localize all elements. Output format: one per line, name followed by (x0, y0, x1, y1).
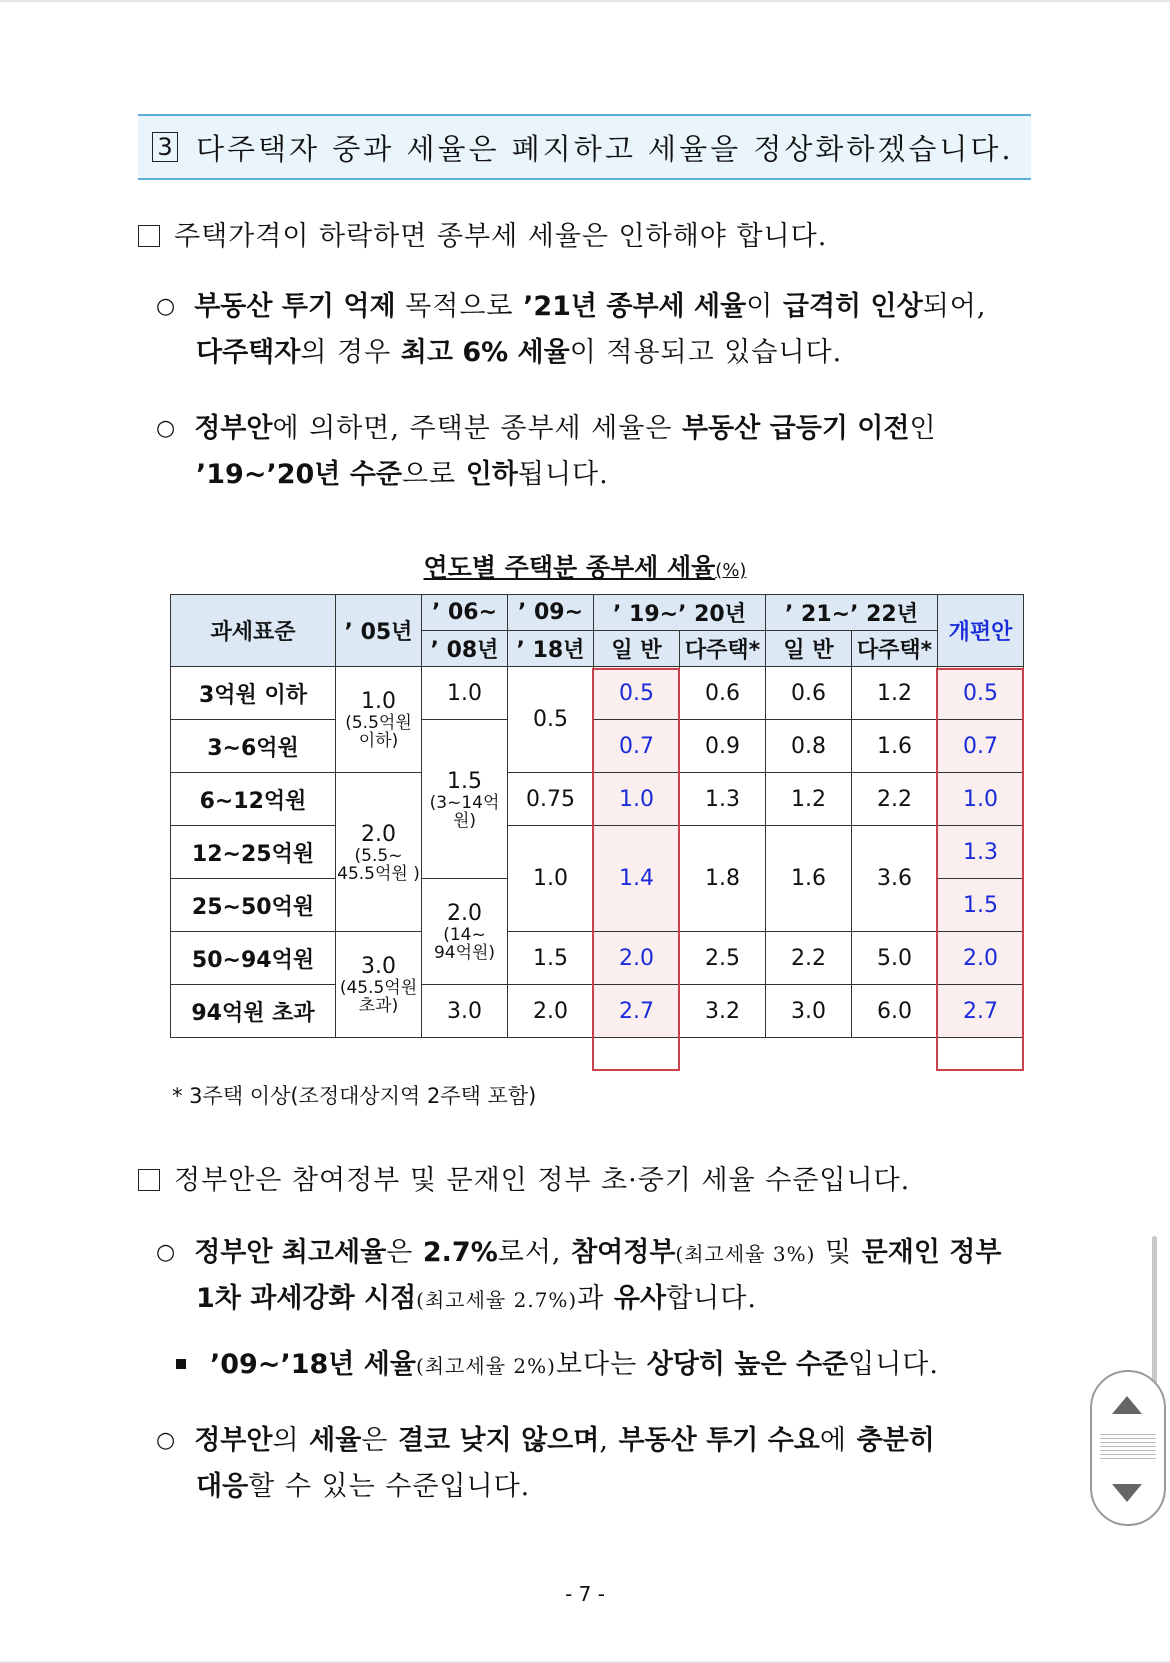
merged-2006-c: 2.0 (14~ 94억원) (422, 879, 508, 985)
square-bullet-icon (176, 1359, 186, 1369)
table-footnote: * 3주택 이상(조정대상지역 2주택 포함) (172, 1084, 537, 1108)
section-title: 다주택자 중과 세율은 폐지하고 세율을 정상화하겠습니다. (196, 131, 1014, 166)
section-header (138, 114, 1031, 180)
paragraph-5-line-2: 대응할 수 있는 수준입니다. (196, 1471, 531, 1502)
header-2009-bottom: ’ 18년 (508, 631, 594, 667)
circle-bullet-icon: ○ (156, 1240, 177, 1265)
paragraph-3-line-2: 1차 과세강화 시점(최고세율 2.7%)과 유사합니다. (196, 1283, 757, 1314)
heading-2: 정부안은 참여정부 및 문재인 정부 초·중기 세율 수준입니다. (138, 1158, 910, 1197)
header-2019-normal: 일 반 (594, 631, 680, 667)
table-row: 50~94억원 3.0 (45.5억원 초과) 1.5 2.0 2.5 2.2 5.0 2.0 (171, 932, 1024, 985)
paragraph-1-line-1: ○ 부동산 투기 억제 목적으로 ’21년 종부세 세율이 급격히 인상되어, (156, 291, 987, 322)
checkbox-square-icon (138, 1169, 160, 1191)
table-row: 3억원 이하 1.0 (5.5억원 이하) 1.0 0.5 0.5 0.6 0.6 1.2 0.5 (171, 667, 1024, 720)
paragraph-2-line-2: ’19~’20년 수준으로 인하됩니다. (196, 459, 609, 490)
header-2005: ’ 05년 (336, 595, 422, 667)
table-title: 연도별 주택분 종부세 세율(%) (423, 553, 747, 582)
paragraph-3-line-1: ○ 정부안 최고세율은 2.7%로서, 참여정부(최고세율 3%) 및 문재인 정부 (156, 1237, 1002, 1268)
scroll-up-arrow-icon[interactable] (1112, 1396, 1142, 1414)
circle-bullet-icon: ○ (156, 1428, 177, 1453)
scrollbar-thumb[interactable] (1152, 1236, 1157, 1386)
table-row: 3~6억원 1.5 (3~14억원) 0.7 0.9 0.8 1.6 0.7 (171, 720, 1024, 773)
table-row: 94억원 초과 3.0 2.0 2.7 3.2 3.0 6.0 2.7 (171, 985, 1024, 1038)
merged-2005-a: 1.0 (5.5억원 이하) (336, 667, 422, 773)
header-2019-2020: ’ 19~’ 20년 (594, 595, 766, 631)
header-2021-normal: 일 반 (766, 631, 852, 667)
top-border (0, 0, 1170, 2)
paragraph-1-line-2: 다주택자의 경우 최고 6% 세율이 적용되고 있습니다. (196, 337, 843, 368)
paragraph-5-line-1: ○ 정부안의 세율은 결코 낮지 않으며, 부동산 투기 수요에 충분히 (156, 1425, 935, 1456)
page-number: - 7 - (565, 1582, 605, 1606)
header-reform: 개편안 (938, 595, 1024, 667)
merged-2005-b: 2.0 (5.5~ 45.5억원 ) (336, 773, 422, 932)
header-2009-top: ’ 09~ (508, 595, 594, 631)
circle-bullet-icon: ○ (156, 416, 177, 441)
scroll-control[interactable] (1090, 1370, 1166, 1526)
table-row: 6~12억원 2.0 (5.5~ 45.5억원 ) 0.75 1.0 1.3 1.2 2.2 1.0 (171, 773, 1024, 826)
scroll-down-arrow-icon[interactable] (1112, 1484, 1142, 1502)
paragraph-4: ’09~’18년 세율(최고세율 2%)보다는 상당히 높은 수준입니다. (176, 1342, 939, 1381)
table-row: 12~25억원 1.0 1.4 1.8 1.6 3.6 1.3 (171, 826, 1024, 879)
header-2021-2022: ’ 21~’ 22년 (766, 595, 938, 631)
merged-2005-c: 3.0 (45.5억원 초과) (336, 932, 422, 1038)
merged-2006-b: 1.5 (3~14억원) (422, 720, 508, 879)
header-2021-multi: 다주택* (852, 631, 938, 667)
header-2019-multi: 다주택* (680, 631, 766, 667)
header-2006-bottom: ’ 08년 (422, 631, 508, 667)
checkbox-square-icon (138, 225, 160, 247)
section-number: 3 (152, 132, 178, 162)
tax-rate-table (170, 594, 1024, 1038)
header-tax-base: 과세표준 (171, 595, 336, 667)
heading-1: 주택가격이 하락하면 종부세 세율은 인하해야 합니다. (138, 214, 827, 253)
paragraph-2-line-1: ○ 정부안에 의하면, 주택분 종부세 세율은 부동산 급등기 이전인 (156, 413, 937, 444)
circle-bullet-icon: ○ (156, 294, 177, 319)
scroll-grip-handle[interactable] (1100, 1434, 1156, 1462)
header-2006-top: ’ 06~ (422, 595, 508, 631)
table-row: 25~50억원 2.0 (14~ 94억원) 1.5 (171, 879, 1024, 932)
